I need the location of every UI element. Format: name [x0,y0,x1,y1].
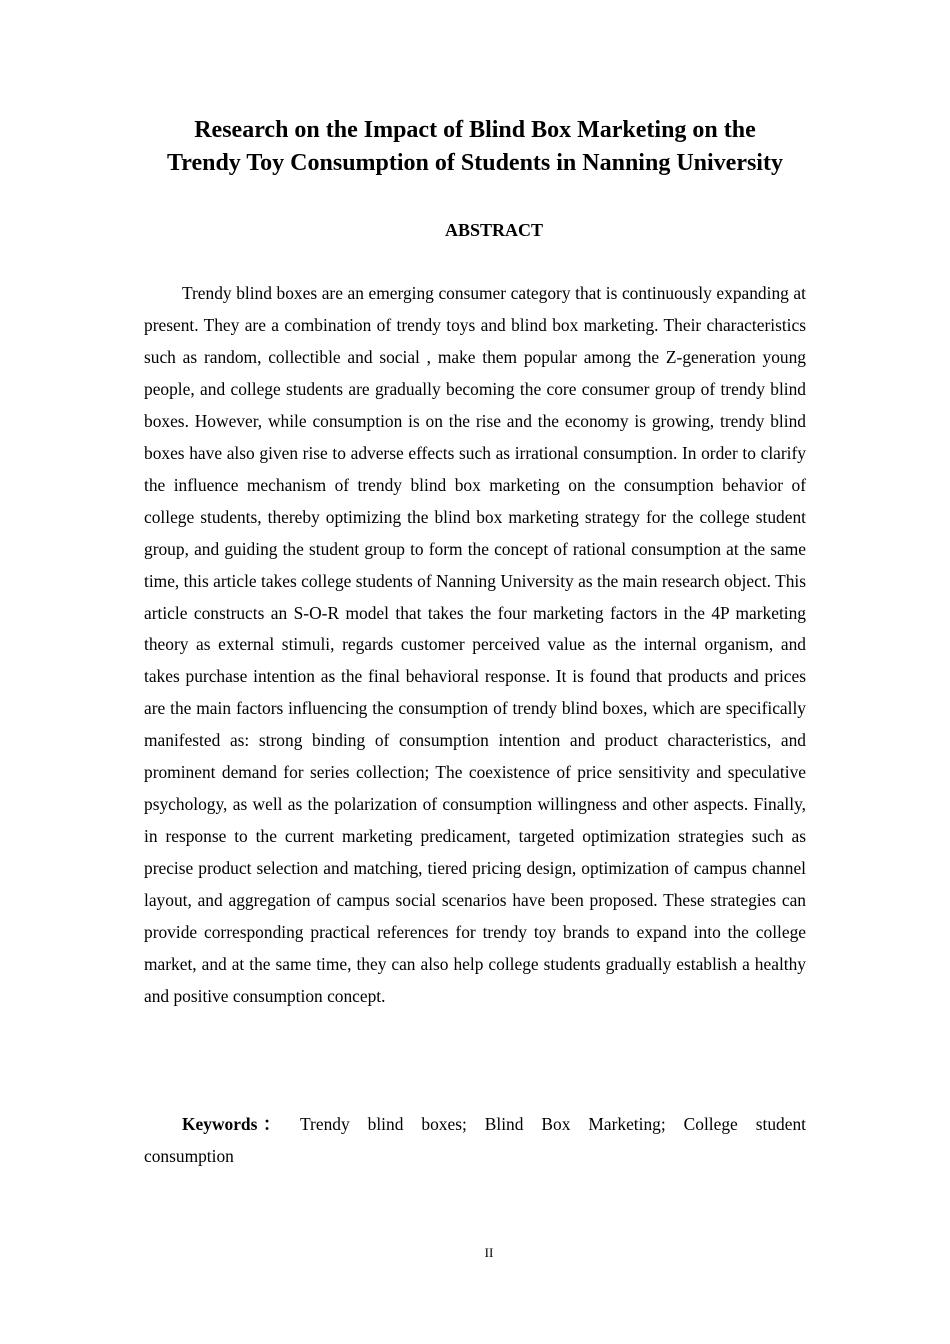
keywords-text: Trendy blind boxes; Blind Box Marketing; College student consumption [144,1114,806,1166]
paper-title-line-2: Trendy Toy Consumption of Students in Nanning University [167,150,783,176]
keywords-label: Keywords [182,1114,258,1134]
paper-title-line-1: Research on the Impact of Blind Box Marketing on the [194,117,756,143]
abstract-heading: ABSTRACT [444,220,544,240]
page-number: II [484,1245,494,1260]
keywords-section [144,1108,806,1172]
abstract-paragraph: Trendy blind boxes are an emerging consumer category that is continuously expanding at present. They are a combination of trendy toys and blind box marketing. Their characteristics such as random, collectible and social , make them popular among the Z-generation young people, and college students are gradually becoming the core consumer group of trendy blind boxes. However, while consumption is on the rise and the economy is growing, trendy blind boxes have also given rise to adverse effects such as irrational consumption. In order to clarify the influence mechanism of trendy blind box marketing on the consumption behavior of college students, thereby optimizing the blind box marketing strategy for the college student group, and guiding the student group to form the concept of rational consumption at the same time, this article takes college students of Nanning University as the main research object. This article constructs an S-O-R model that takes the four marketing factors in the 4P marketing theory as external stimuli, regards customer perceived value as the internal organism, and takes purchase intention as the final behavioral response. It is found that products and prices are the main factors influencing the consumption of trendy blind boxes, which are specifically manifested as: strong binding of consumption intention and product characteristics, and prominent demand for series collection; The coexistence of price sensitivity and speculative psychology, as well as the polarization of consumption willingness and other aspects. Finally, in response to the current marketing predicament, targeted optimization strategies such as precise product selection and matching, tiered pricing design, optimization of campus channel layout, and aggregation of campus social scenarios have been proposed. These strategies can provide corresponding practical references for trendy toy brands to expand into the college market, and at the same time, they can also help college students gradually establish a healthy and positive consumption concept. [144,283,806,1006]
keywords-separator: ： [257,1114,287,1134]
paper-title [100,114,850,180]
